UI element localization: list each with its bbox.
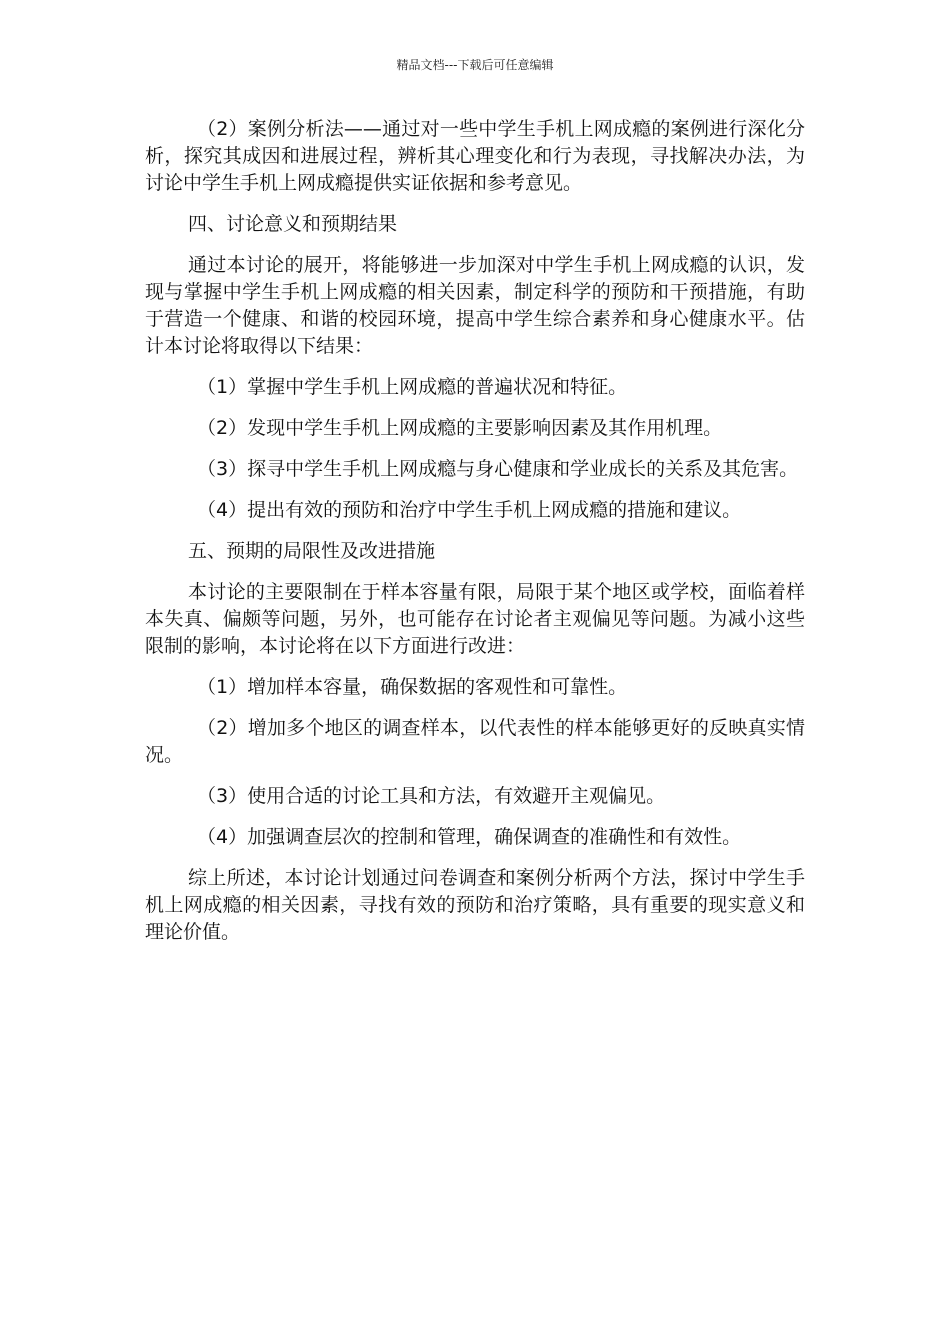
method-case-analysis: （2）案例分析法——通过对一些中学生手机上网成瘾的案例进行深化分析，探究其成因和进展过程，辨析其心理变化和行为表现，寻找解决办法，为讨论中学生手机上网成瘾提供实证依据和参考意见。 — [145, 118, 805, 194]
improvement-3: （3）使用合适的讨论工具和方法，有效避开主观偏见。 — [197, 785, 666, 807]
section-heading-significance: 四、讨论意义和预期结果 — [188, 213, 398, 235]
improvement-4: （4）加强调查层次的控制和管理，确保调查的准确性和有效性。 — [197, 826, 742, 848]
expected-result-2: （2）发现中学生手机上网成瘾的主要影响因素及其作用机理。 — [197, 417, 723, 439]
section-heading-limitations: 五、预期的局限性及改进措施 — [188, 540, 436, 562]
expected-result-1: （1）掌握中学生手机上网成瘾的普遍状况和特征。 — [197, 376, 628, 398]
page-header: 精品文档---下载后可任意编辑 — [396, 58, 554, 72]
conclusion-paragraph: 综上所述，本讨论计划通过问卷调查和案例分析两个方法，探讨中学生手机上网成瘾的相关因素，寻找有效的预防和治疗策略，具有重要的现实意义和理论价值。 — [145, 867, 805, 943]
expected-result-4: （4）提出有效的预防和治疗中学生手机上网成瘾的措施和建议。 — [197, 499, 742, 521]
improvement-2: （2）增加多个地区的调查样本，以代表性的样本能够更好的反映真实情况。 — [145, 717, 805, 766]
significance-paragraph: 通过本讨论的展开，将能够进一步加深对中学生手机上网成瘾的认识，发现与掌握中学生手机上网成瘾的相关因素，制定科学的预防和干预措施，有助于营造一个健康、和谐的校园环境，提高中学生综合素养和身心健康水平。估计本讨论将取得以下结果： — [145, 254, 805, 357]
limitations-paragraph: 本讨论的主要限制在于样本容量有限，局限于某个地区或学校，面临着样本失真、偏颇等问题，另外，也可能存在讨论者主观偏见等问题。为减小这些限制的影响，本讨论将在以下方面进行改进： — [145, 581, 805, 657]
document-body — [145, 116, 805, 960]
expected-result-3: （3）探寻中学生手机上网成瘾与身心健康和学业成长的关系及其危害。 — [197, 458, 799, 480]
improvement-1: （1）增加样本容量，确保数据的客观性和可靠性。 — [197, 676, 628, 698]
